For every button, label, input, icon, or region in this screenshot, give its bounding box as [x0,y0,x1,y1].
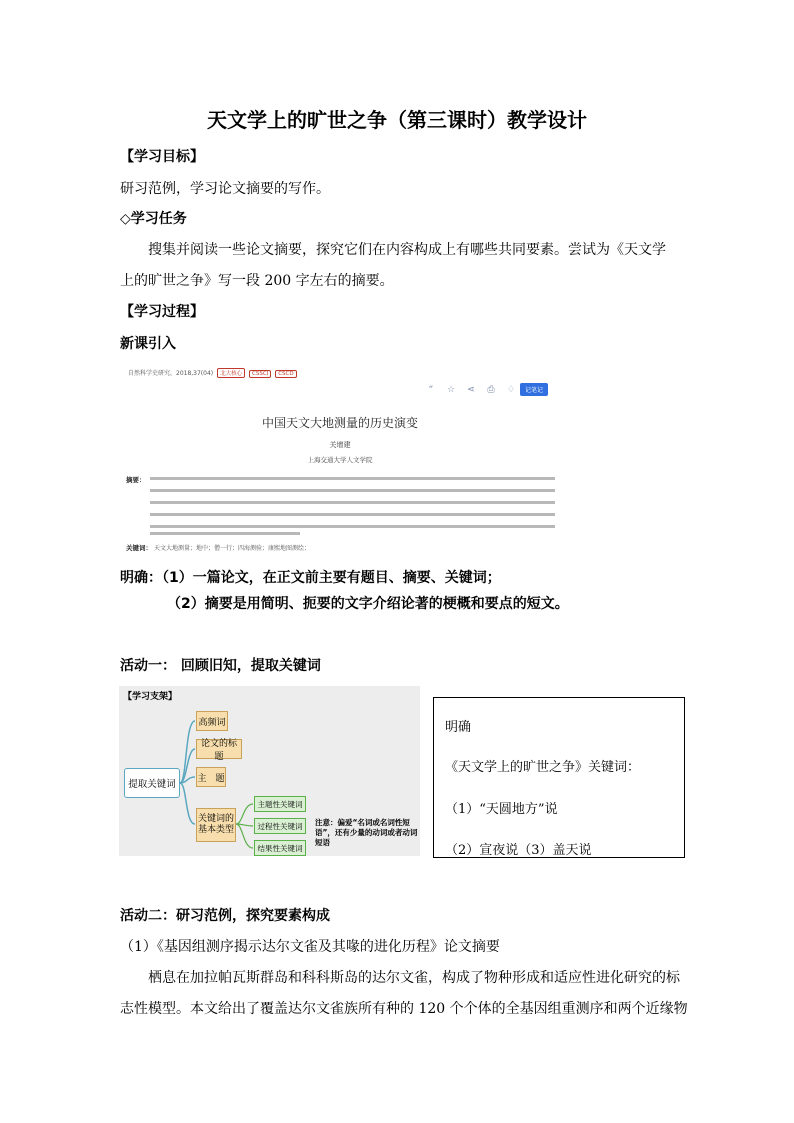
abstract-text-line [150,489,555,492]
paper-author: 关增建 [329,441,351,449]
mindmap-sub: 主题性关键词 [254,796,306,812]
abstract-text-line [150,532,300,535]
print-icon[interactable]: ⎙ [487,385,495,395]
task-line-1: 搜集并阅读一些论文摘要，探究它们在内容构成上有哪些共同要素。尝试为《天文学 [148,242,666,258]
document-title: 天文学上的旷世之争（第三课时）教学设计 [207,108,587,132]
take-note-button[interactable]: 记笔记 [520,383,548,396]
keywords-text: 天文大地测量；地中；僧一行；四海测验；康熙地图测绘； [154,545,311,552]
paper-tag: CSSCI [249,370,271,378]
example-1-title: （1）《基因组测序揭示达尔文雀及其喙的进化历程》论文摘要 [120,939,500,955]
abstract-text-line [150,513,555,516]
intro-heading: 新课引入 [120,336,176,352]
answer-line: 《天文学上的旷世之争》关键词： [445,760,641,775]
activity-1-heading: 活动一： 回顾旧知，提取关键词 [120,658,321,674]
paper-tag: CSCD [275,370,296,378]
mindmap-sub: 过程性关键词 [254,818,306,834]
paper-meta [128,368,297,378]
task-heading: ◇学习任务 [120,211,187,227]
paper-tag: 北大核心 [217,368,245,378]
example-para-line-2: 志性模型。本文给出了覆盖达尔文雀族所有种的 120 个个体的全基因组重测序和两个近缘物 [120,1001,688,1017]
paper-affiliation: 上海交通大学人文学院 [307,456,373,464]
answer-box [433,697,685,858]
mindmap-branch: 高频词 [196,711,228,731]
mindmap-branch: 论文的标题 [196,739,242,759]
process-heading: 【学习过程】 [120,304,204,320]
goal-text: 研习范例，学习论文摘要的写作。 [120,181,330,197]
abstract-label: 摘要： [126,476,146,484]
clarify-line-1: 明确：（1）一篇论文，在正文前主要有题目、摘要、关键词； [120,570,501,586]
clarify-line-2: （2）摘要是用简明、扼要的文字介绍论著的梗概和要点的短文。 [167,596,569,612]
mindmap-root: 提取关键词 [124,768,180,798]
abstract-text-line [150,525,555,528]
keywords-label: 关键词： [126,544,152,552]
share-icon[interactable]: ⋖ [467,385,475,395]
paper-title: 中国天文大地测量的历史演变 [261,416,418,430]
goal-heading: 【学习目标】 [120,149,204,165]
mindmap-sub: 结果性关键词 [254,840,306,856]
keyword-mindmap [119,686,420,856]
mindmap-note: 注意：偏爱“名词或名词性短语”，还有少量的动词或者动词短语 [315,818,418,847]
task-line-2: 上的旷世之争》写一段 200 字左右的摘要。 [120,273,394,289]
paper-screenshot [120,362,560,562]
paper-toolbar [425,384,517,396]
star-icon[interactable]: ☆ [446,385,456,395]
activity-2-heading: 活动二：研习范例，探究要素构成 [120,908,330,924]
abstract-text-line [150,477,555,480]
answer-heading: 明确 [445,720,472,735]
mindmap-branch: 主 题 [196,767,226,787]
example-para-line-1: 栖息在加拉帕瓦斯群岛和科科斯岛的达尔文雀，构成了物种形成和适应性进化研究的标 [148,970,680,986]
bell-icon[interactable]: ♢ [506,385,516,395]
mindmap-branch: 关键词的 基本类型 [196,808,236,842]
mindmap-title: 【学习支架】 [123,692,178,702]
quote-icon[interactable]: “ [428,385,434,395]
abstract-text-line [150,501,555,504]
answer-line: （1）“天圆地方”说 [445,802,558,817]
paper-source: 自然科学史研究，2018,37(04) [128,370,214,377]
answer-line: （2）宣夜说（3）盖天说 [445,843,592,858]
